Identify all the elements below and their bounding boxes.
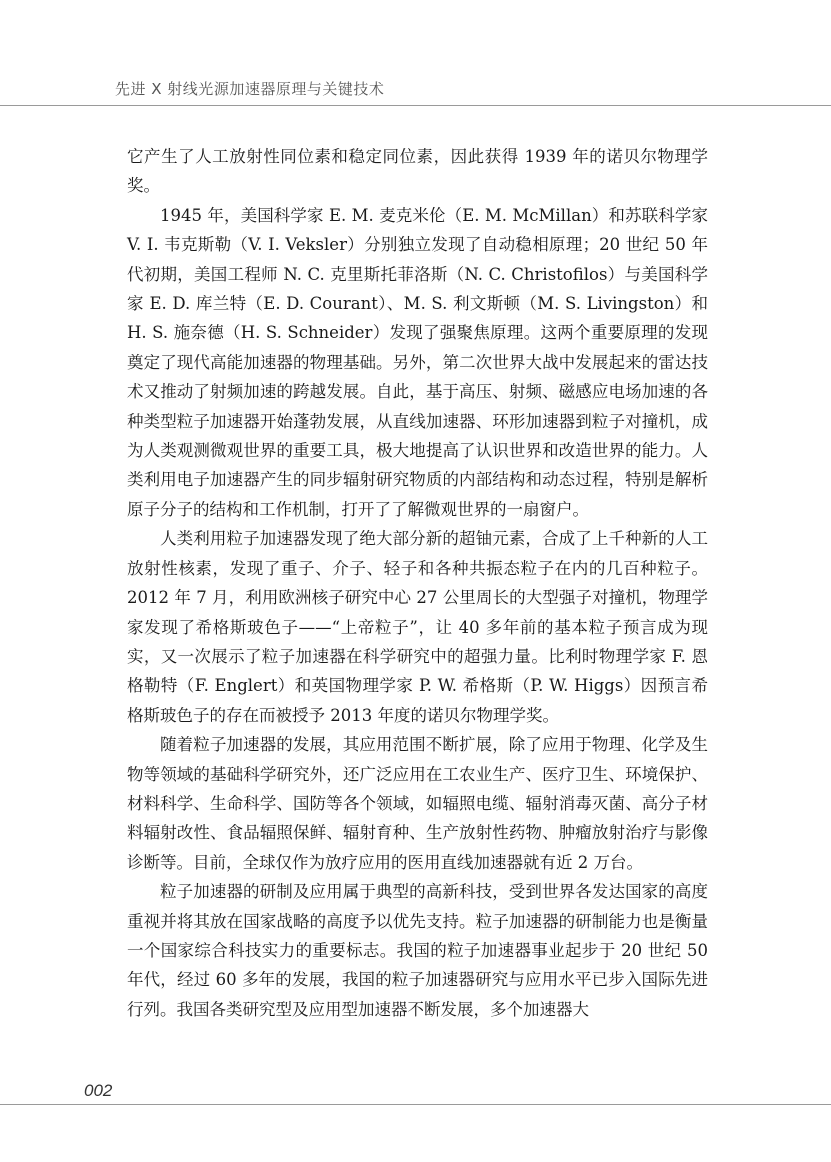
main-text (127, 142, 708, 1024)
paragraph-principles: 1945 年，美国科学家 E. M. 麦克米伦（E. M. McMillan）和苏联科学家 V. I. 韦克斯勒（V. I. Veksler）分别独立发现了自动稳相原理；20 世纪 50 年代初期，美国工程师 N. C. 克里斯托菲洛斯（N. C. Christofilos）与美国科学家 E. D. 库兰特（E. D. Courant）、M. S. 利文斯顿（M. S. Livingston）和 H. S. 施奈德（H. S. Schneider）发现了强聚焦原理。这两个重要原理的发现奠定了现代高能加速器的物理基础。另外，第二次世界大战中发展起来的雷达技术又推动了射频加速的跨越发展。自此，基于高压、射频、磁感应电场加速的各种类型粒子加速器开始蓬勃发展，从直线加速器、环形加速器到粒子对撞机，成为人类观测微观世界的重要工具，极大地提高了认识世界和改造世界的能力。人类利用电子加速器产生的同步辐射研究物质的内部结构和动态过程，特别是解析原子分子的结构和工作机制，打开了了解微观世界的一扇窗户。 (127, 205, 708, 519)
page-number: 002 (84, 1081, 113, 1100)
header-divider (0, 105, 831, 106)
paragraph-discoveries: 人类利用粒子加速器发现了绝大部分新的超铀元素，合成了上千种新的人工放射性核素，发现了重子、介子、轻子和各种共振态粒子在内的几百种粒子。2012 年 7 月，利用欧洲核子研究中心 27 公里周长的大型强子对撞机，物理学家发现了希格斯玻色子——“上帝粒子”，让 40 多年前的基本粒子预言成为现实，又一次展示了粒子加速器在科学研究中的超强力量。比利时物理学家 F. 恩格勒特（F. Englert）和英国物理学家 P. W. 希格斯（P. W. Higgs）因预言希格斯玻色子的存在而被授予 2013 年度的诺贝尔物理学奖。 (127, 529, 708, 725)
paragraph-development: 粒子加速器的研制及应用属于典型的高新科技，受到世界各发达国家的高度重视并将其放在国家战略的高度予以优先支持。粒子加速器的研制能力也是衡量一个国家综合科技实力的重要标志。我国的粒子加速器事业起步于 20 世纪 50 年代，经过 60 多年的发展，我国的粒子加速器研究与应用水平已步入国际先进行列。我国各类研究型及应用型加速器不断发展，多个加速器大 (127, 882, 708, 1019)
footer-divider (0, 1104, 831, 1105)
running-head: 先进 X 射线光源加速器原理与关键技术 (115, 80, 385, 98)
paragraph-continued: 它产生了人工放射性同位素和稳定同位素，因此获得 1939 年的诺贝尔物理学奖。 (127, 147, 708, 196)
paragraph-applications: 随着粒子加速器的发展，其应用范围不断扩展，除了应用于物理、化学及生物等领域的基础科学研究外，还广泛应用在工农业生产、医疗卫生、环境保护、材料科学、生命科学、国防等各个领域，如辐照电缆、辐射消毒灭菌、高分子材料辐射改性、食品辐照保鲜、辐射育种、生产放射性药物、肿瘤放射治疗与影像诊断等。目前，全球仅作为放疗应用的医用直线加速器就有近 2 万台。 (127, 735, 708, 872)
